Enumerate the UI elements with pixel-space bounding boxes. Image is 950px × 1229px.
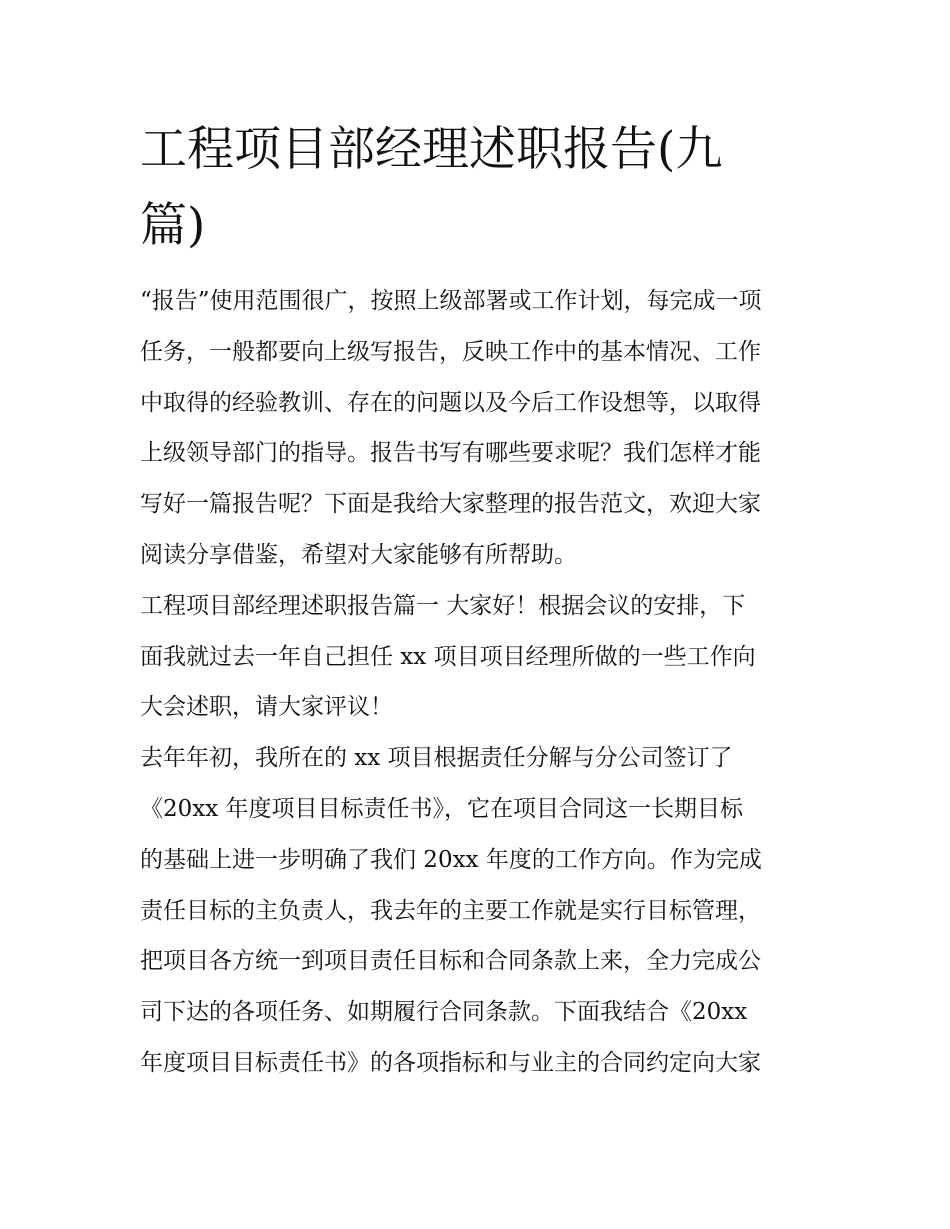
body-line: 责任目标的主负责人，我去年的主要工作就是实行目标管理，	[140, 897, 761, 924]
body-line: 上级领导部门的指导。报告书写有哪些要求呢？我们怎样才能	[140, 440, 761, 467]
body-line: 中取得的经验教训、存在的问题以及今后工作设想等，以取得	[140, 389, 761, 416]
body-line: 阅读分享借鉴，希望对大家能够有所帮助。	[140, 541, 577, 568]
body-line: “报告”使用范围很广，按照上级部署或工作计划，每完成一项	[140, 288, 762, 314]
body-line: 的基础上进一步明确了我们 20xx 年度的工作方向。作为完成	[140, 846, 762, 873]
document-title	[140, 112, 820, 264]
title-line: 篇)	[140, 198, 206, 253]
body-line: 任务，一般都要向上级写报告，反映工作中的基本情况、工作	[140, 338, 761, 365]
document-body	[140, 276, 830, 1089]
body-line: 把项目各方统一到项目责任目标和合同条款上来，全力完成公	[140, 948, 761, 975]
body-line: 去年年初，我所在的 xx 项目根据责任分解与分公司签订了	[140, 745, 733, 772]
body-line: 大会述职，请大家评议！	[140, 694, 393, 721]
body-line: 年度项目目标责任书》的各项指标和与业主的合同约定向大家	[140, 1049, 761, 1076]
body-line: 面我就过去一年自己担任 xx 项目项目经理所做的一些工作向	[140, 643, 756, 670]
title-line: 工程项目部经理述职报告(九	[140, 122, 723, 177]
body-line: 司下达的各项任务、如期履行合同条款。下面我结合《20xx	[140, 999, 748, 1026]
body-line: 写好一篇报告呢？下面是我给大家整理的报告范文，欢迎大家	[140, 491, 761, 518]
body-line: 《20xx 年度项目目标责任书》，它在项目合同这一长期目标	[140, 795, 744, 822]
body-line: 工程项目部经理述职报告篇一 大家好！根据会议的安排，下	[140, 592, 746, 619]
